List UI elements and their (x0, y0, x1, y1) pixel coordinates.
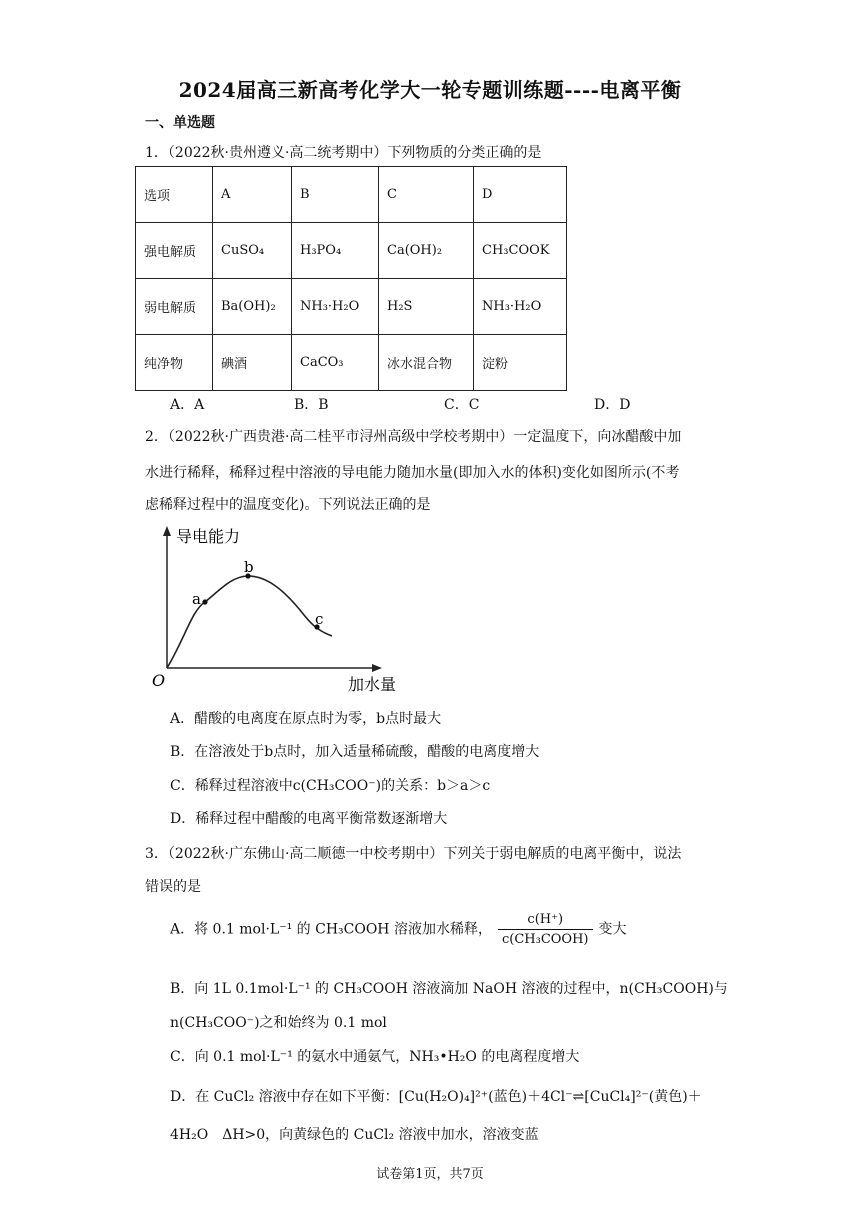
fraction-numerator: c(H⁺) (498, 912, 593, 930)
y-axis-arrow-icon (163, 526, 171, 536)
y-axis-label: 导电能力 (176, 527, 241, 546)
table-cell: 淀粉 (474, 335, 567, 391)
q3-option-a[interactable] (170, 912, 627, 947)
q3-option-c[interactable]: C．向 0.1 mol·L⁻¹ 的氨水中通氨气，NH₃•H₂O 的电离程度增大 (170, 1049, 580, 1065)
q3-option-b-line2: n(CH₃COO⁻)之和始终为 0.1 mol (170, 1015, 387, 1031)
table-cell: CaCO₃ (292, 335, 379, 391)
page-title: 2024届高三新高考化学大一轮专题训练题----电离平衡 (178, 78, 682, 102)
q3-option-d-line1[interactable]: D．在 CuCl₂ 溶液中存在如下平衡：[Cu(H₂O)₄]²⁺(蓝色)＋4Cl⁻⇌[CuCl₄]²⁻(黄色)＋ (170, 1089, 702, 1105)
section-heading: 一、单选题 (145, 115, 215, 131)
table-row (136, 223, 567, 279)
table-cell: 冰水混合物 (379, 335, 474, 391)
choice-b[interactable]: B．B (294, 397, 329, 413)
q1-classification-table (135, 166, 567, 391)
table-cell: CuSO₄ (213, 223, 292, 279)
q3-option-a-suffix: 变大 (598, 921, 627, 938)
x-axis-label: 加水量 (348, 675, 397, 694)
table-cell: D (474, 167, 567, 223)
table-cell: H₂S (379, 279, 474, 335)
table-cell: NH₃·H₂O (292, 279, 379, 335)
choice-c[interactable]: C．C (444, 397, 480, 413)
q2-stem-line1: 2．（2022秋·广西贵港·高二桂平市浔州高级中学校考期中）一定温度下，向冰醋酸中加 (145, 429, 682, 445)
table-cell: 碘酒 (213, 335, 292, 391)
table-cell: 选项 (136, 167, 213, 223)
q2-conductivity-chart (150, 520, 420, 700)
fraction-denominator: c(CH₃COOH) (501, 932, 589, 947)
point-label-b: b (244, 558, 254, 576)
table-row (136, 335, 567, 391)
q3-option-b-line1[interactable]: B．向 1L 0.1mol·L⁻¹ 的 CH₃COOH 溶液滴加 NaOH 溶液的过程中，n(CH₃COOH)与 (170, 981, 728, 997)
x-axis-arrow-icon (372, 664, 382, 672)
table-cell: 弱电解质 (136, 279, 213, 335)
q3-stem-line2: 错误的是 (145, 879, 201, 895)
table-cell: 纯净物 (136, 335, 213, 391)
table-cell: Ba(OH)₂ (213, 279, 292, 335)
q1-stem: 1．（2022秋·贵州遵义·高二统考期中）下列物质的分类正确的是 (145, 145, 542, 161)
point-a (202, 599, 207, 604)
choice-d[interactable]: D．D (594, 397, 631, 413)
q2-stem-line3: 虑稀释过程中的温度变化)。下列说法正确的是 (145, 497, 431, 513)
table-cell: C (379, 167, 474, 223)
table-header-row (136, 167, 567, 223)
q3-option-a-text: A．将 0.1 mol·L⁻¹ 的 CH₃COOH 溶液加水稀释， (170, 921, 492, 938)
q2-option-a[interactable]: A．醋酸的电离度在原点时为零，b点时最大 (170, 711, 442, 727)
table-cell: 强电解质 (136, 223, 213, 279)
table-cell: B (292, 167, 379, 223)
table-cell: H₃PO₄ (292, 223, 379, 279)
point-label-a: a (192, 590, 201, 608)
point-label-c: c (315, 610, 324, 628)
table-row (136, 279, 567, 335)
q2-option-c[interactable]: C．稀释过程溶液中c(CH₃COO⁻)的关系：b＞a＞c (170, 778, 491, 794)
table-cell: A (213, 167, 292, 223)
table-cell: Ca(OH)₂ (379, 223, 474, 279)
table-cell: CH₃COOK (474, 223, 567, 279)
fraction (498, 912, 593, 947)
q3-option-d-line2: 4H₂O ΔH>0，向黄绿色的 CuCl₂ 溶液中加水，溶液变蓝 (170, 1127, 539, 1143)
origin-label: O (152, 671, 166, 690)
choice-a[interactable]: A．A (170, 397, 205, 413)
q3-stem-line1: 3．（2022秋·广东佛山·高二顺德一中校考期中）下列关于弱电解质的电离平衡中，说法 (145, 846, 682, 862)
table-cell: NH₃·H₂O (474, 279, 567, 335)
page-footer: 试卷第1页，共7页 (376, 1167, 484, 1182)
q2-stem-line2: 水进行稀释，稀释过程中溶液的导电能力随加水量(即加入水的体积)变化如图所示(不考 (145, 465, 680, 481)
q2-option-d[interactable]: D．稀释过程中醋酸的电离平衡常数逐渐增大 (170, 811, 448, 827)
q2-option-b[interactable]: B．在溶液处于b点时，加入适量稀硫酸，醋酸的电离度增大 (170, 744, 540, 760)
